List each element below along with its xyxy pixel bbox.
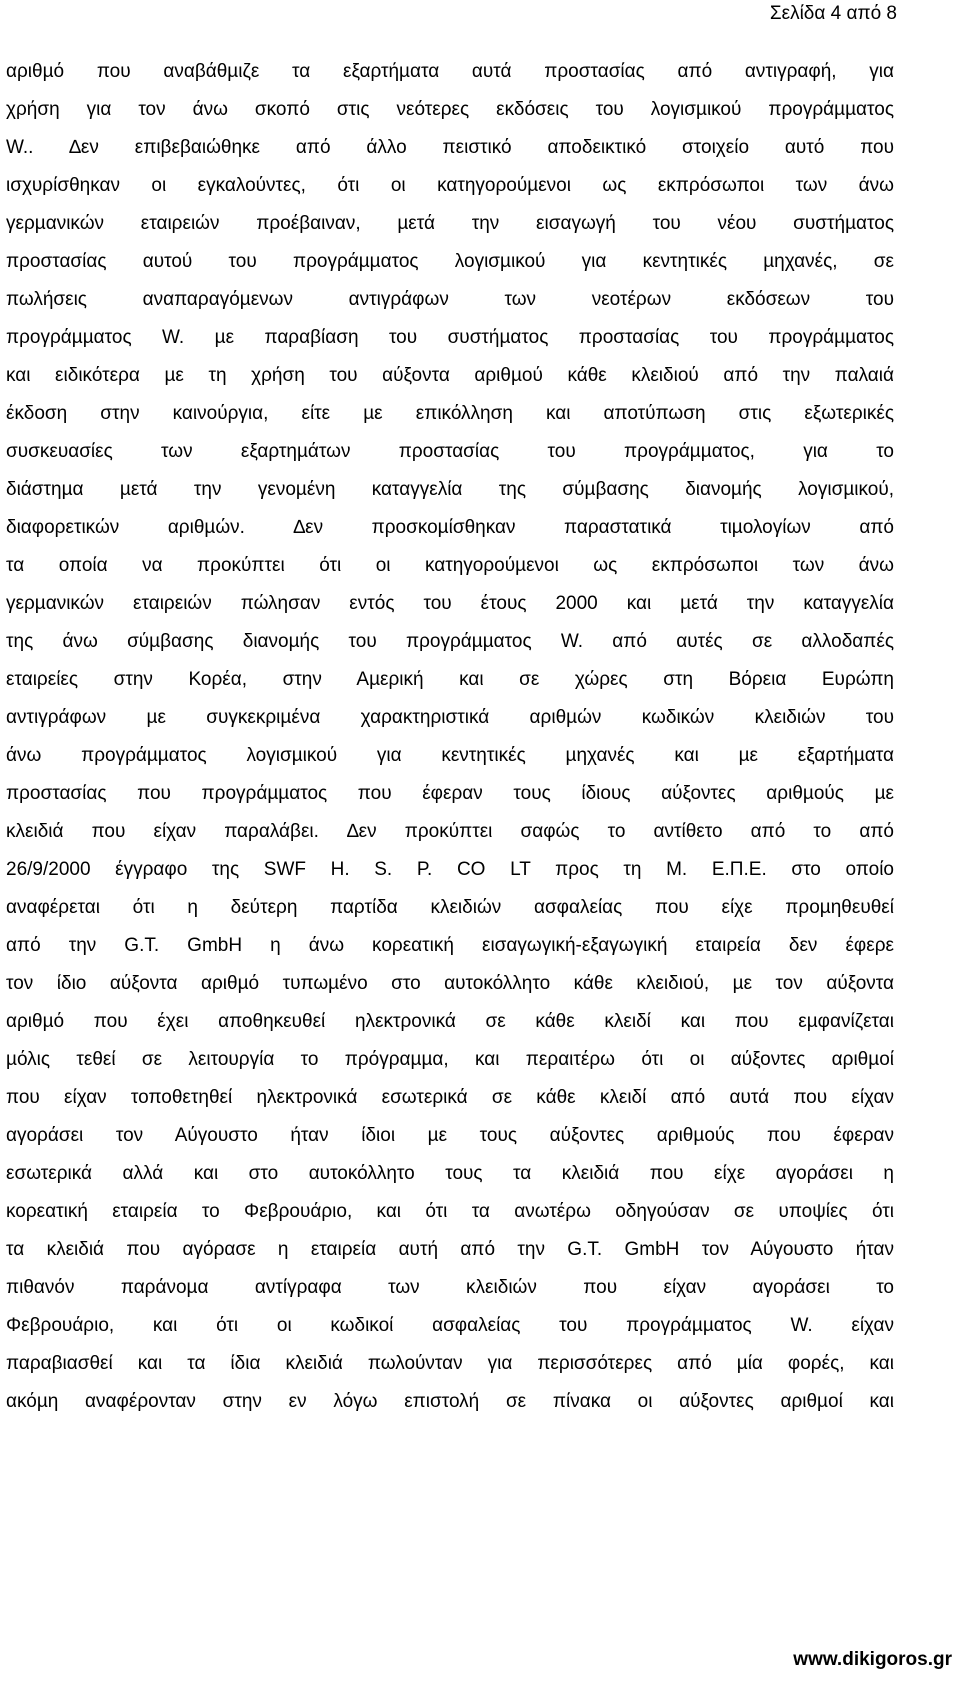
text-line: έκδοση στην καινούργια, είτε µε επικόλληση και αποτύπωση στις εξωτερικές	[6, 403, 894, 424]
text-line: αριθµό που αναβάθµιζε τα εξαρτήµατα αυτά προστασίας από αντιγραφή, για	[6, 61, 894, 82]
text-line: αριθµό που έχει αποθηκευθεί ηλεκτρονικά σε κάθε κλειδί και που εµφανίζεται	[6, 1011, 894, 1032]
text-line: 26/9/2000 έγγραφο της SWF H. S. P. CO LT προς τη Μ. Ε.Π.Ε. στο οποίο	[6, 859, 894, 880]
text-line: τον ίδιο αύξοντα αριθµό τυπωµένο στο αυτοκόλλητο κάθε κλειδιού, µε τον αύξοντα	[6, 973, 894, 994]
text-line: προγράµµατος W. µε παραβίαση του συστήµατος προστασίας του προγράµµατος	[6, 327, 894, 348]
text-line: κορεατική εταιρεία το Φεβρουάριο, και ότι τα ανωτέρω οδηγούσαν σε υποψίες ότι	[6, 1201, 894, 1222]
text-line: συσκευασίες των εξαρτηµάτων προστασίας του προγράµµατος, για το	[6, 441, 894, 462]
text-line: µόλις τεθεί σε λειτουργία το πρόγραµµα, και περαιτέρω ότι οι αύξοντες αριθµοί	[6, 1049, 894, 1070]
text-line: αγοράσει τον Αύγουστο ήταν ίδιοι µε τους αύξοντες αριθµούς που έφεραν	[6, 1125, 894, 1146]
text-line: άνω προγράµµατος λογισµικού για κεντητικές µηχανές και µε εξαρτήµατα	[6, 745, 894, 766]
page-number: Σελίδα 4 από 8	[769, 3, 897, 24]
text-line: τα κλειδιά που αγόρασε η εταιρεία αυτή από την G.T. GmbH τον Αύγουστο ήταν	[6, 1239, 894, 1260]
text-line: χρήση για τον άνω σκοπό στις νεότερες εκδόσεις του λογισµικού προγράµµατος	[6, 99, 894, 120]
text-line: τα οποία να προκύπτει ότι οι κατηγορούµενοι ως εκπρόσωποι των άνω	[6, 555, 894, 576]
text-line: γερµανικών εταιρειών πώλησαν εντός του έτους 2000 και µετά την καταγγελία	[6, 593, 894, 614]
text-line: της άνω σύµβασης διανοµής του προγράµµατος W. από αυτές σε αλλοδαπές	[6, 631, 894, 652]
text-line: κλειδιά που είχαν παραλάβει. ∆εν προκύπτει σαφώς το αντίθετο από το από	[6, 821, 894, 842]
text-line: και ειδικότερα µε τη χρήση του αύξοντα αριθµού κάθε κλειδιού από την παλαιά	[6, 365, 894, 386]
text-line: προστασίας αυτού του προγράµµατος λογισµικού για κεντητικές µηχανές, σε	[6, 251, 894, 272]
text-line: πιθανόν παράνοµα αντίγραφα των κλειδιών που είχαν αγοράσει το	[6, 1277, 894, 1298]
text-line: αντιγράφων µε συγκεκριµένα χαρακτηριστικά αριθµών κωδικών κλειδιών του	[6, 707, 894, 728]
text-line: παραβιασθεί και τα ίδια κλειδιά πωλούνταν για περισσότερες από µία φορές, και	[6, 1353, 894, 1374]
text-line: ακόµη αναφέρονταν στην εν λόγω επιστολή σε πίνακα οι αύξοντες αριθµοί και	[6, 1391, 894, 1412]
document-body	[6, 53, 894, 1421]
text-line: που είχαν τοποθετηθεί ηλεκτρονικά εσωτερικά σε κάθε κλειδί από αυτά που είχαν	[6, 1087, 894, 1108]
text-line: αναφέρεται ότι η δεύτερη παρτίδα κλειδιών ασφαλείας που είχε προµηθευθεί	[6, 897, 894, 918]
text-line: εταιρείες στην Κορέα, στην Αµερική και σε χώρες στη Βόρεια Ευρώπη	[6, 669, 894, 690]
text-line: πωλήσεις αναπαραγόµενων αντιγράφων των νεοτέρων εκδόσεων του	[6, 289, 894, 310]
text-line: γερµανικών εταιρειών προέβαιναν, µετά την εισαγωγή του νέου συστήµατος	[6, 213, 894, 234]
text-line: W.. ∆εν επιβεβαιώθηκε από άλλο πειστικό αποδεικτικό στοιχείο αυτό που	[6, 137, 894, 158]
text-line: ισχυρίσθηκαν οι εγκαλούντες, ότι οι κατηγορούµενοι ως εκπρόσωποι των άνω	[6, 175, 894, 196]
text-line: διαφορετικών αριθµών. ∆εν προσκοµίσθηκαν παραστατικά τιµολογίων από	[6, 517, 894, 538]
text-line: εσωτερικά αλλά και στο αυτοκόλλητο τους τα κλειδιά που είχε αγοράσει η	[6, 1163, 894, 1184]
text-line: από την G.T. GmbH η άνω κορεατική εισαγωγική-εξαγωγική εταιρεία δεν έφερε	[6, 935, 894, 956]
site-url: www.dikigoros.gr	[793, 1649, 952, 1670]
text-line: προστασίας που προγράµµατος που έφεραν τους ίδιους αύξοντες αριθµούς µε	[6, 783, 894, 804]
text-line: διάστηµα µετά την γενοµένη καταγγελία της σύµβασης διανοµής λογισµικού,	[6, 479, 894, 500]
text-line: Φεβρουάριο, και ότι οι κωδικοί ασφαλείας του προγράµµατος W. είχαν	[6, 1315, 894, 1336]
